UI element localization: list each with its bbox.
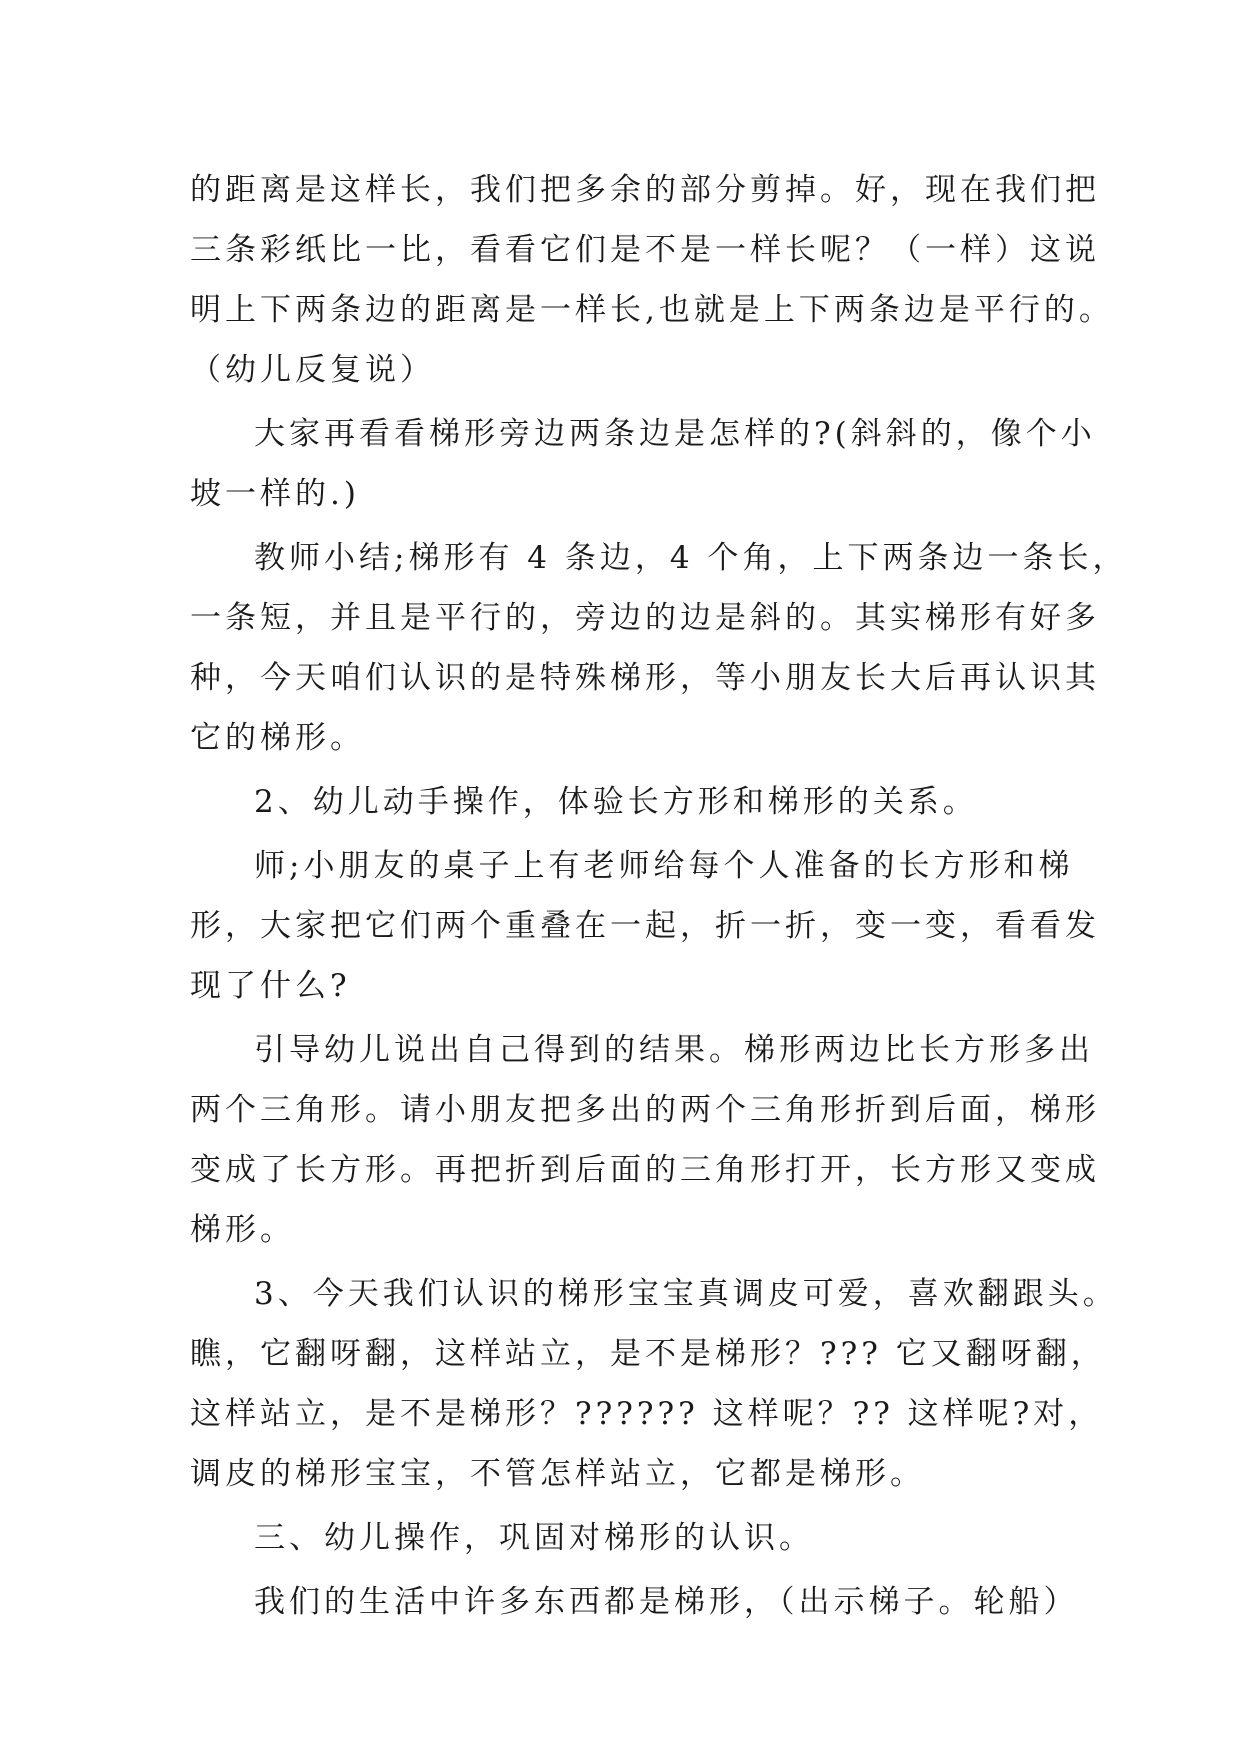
text-line: 三条彩纸比一比，看看它们是不是一样长呢？（一样）这说 (190, 232, 1100, 268)
text-line: 一条短，并且是平行的，旁边的边是斜的。其实梯形有好多 (190, 600, 1100, 636)
text-line: 瞧，它翻呀翻，这样站立，是不是梯形？??? 它又翻呀翻， (190, 1336, 1106, 1372)
text-line: 这样站立，是不是梯形？?????? 这样呢？?? 这样呢?对， (190, 1396, 1104, 1432)
paragraph-start: 教师小结;梯形有 4 条边，4 个角，上下两条边一条长， (254, 540, 1128, 576)
text-line: 它的梯形。 (190, 720, 365, 756)
section-heading: 2、幼儿动手操作，体验长方形和梯形的关系。 (254, 784, 978, 820)
text-line: 两个三角形。请小朋友把多出的两个三角形折到后面，梯形 (190, 1092, 1100, 1128)
text-line: 的距离是这样长，我们把多余的部分剪掉。好，现在我们把 (190, 172, 1100, 208)
paragraph-start: 师;小朋友的桌子上有老师给每个人准备的长方形和梯 (254, 848, 1074, 884)
paragraph-start: 我们的生活中许多东西都是梯形，（出示梯子。轮船） (254, 1584, 1079, 1620)
text-line: 现了什么? (190, 968, 351, 1004)
paragraph-start: 引导幼儿说出自己得到的结果。梯形两边比长方形多出 (254, 1032, 1094, 1068)
section-heading: 3、今天我们认识的梯形宝宝真调皮可爱，喜欢翻跟头。 (254, 1276, 1118, 1312)
document-body (190, 160, 1128, 1632)
text-line: （幼儿反复说） (190, 352, 435, 388)
text-line: 调皮的梯形宝宝，不管怎样站立，它都是梯形。 (190, 1456, 925, 1492)
text-line: 坡一样的.) (190, 476, 360, 512)
text-line: 梯形。 (190, 1212, 295, 1248)
paragraph-start: 大家再看看梯形旁边两条边是怎样的?(斜斜的，像个小 (254, 416, 1096, 452)
text-line: 明上下两条边的距离是一样长,也就是上下两条边是平行的。 (190, 292, 1114, 328)
text-line: 种，今天咱们认识的是特殊梯形，等小朋友长大后再认识其 (190, 660, 1100, 696)
text-line: 变成了长方形。再把折到后面的三角形打开，长方形又变成 (190, 1152, 1100, 1188)
section-heading: 三、幼儿操作，巩固对梯形的认识。 (254, 1520, 814, 1556)
text-line: 形，大家把它们两个重叠在一起，折一折，变一变，看看发 (190, 908, 1100, 944)
